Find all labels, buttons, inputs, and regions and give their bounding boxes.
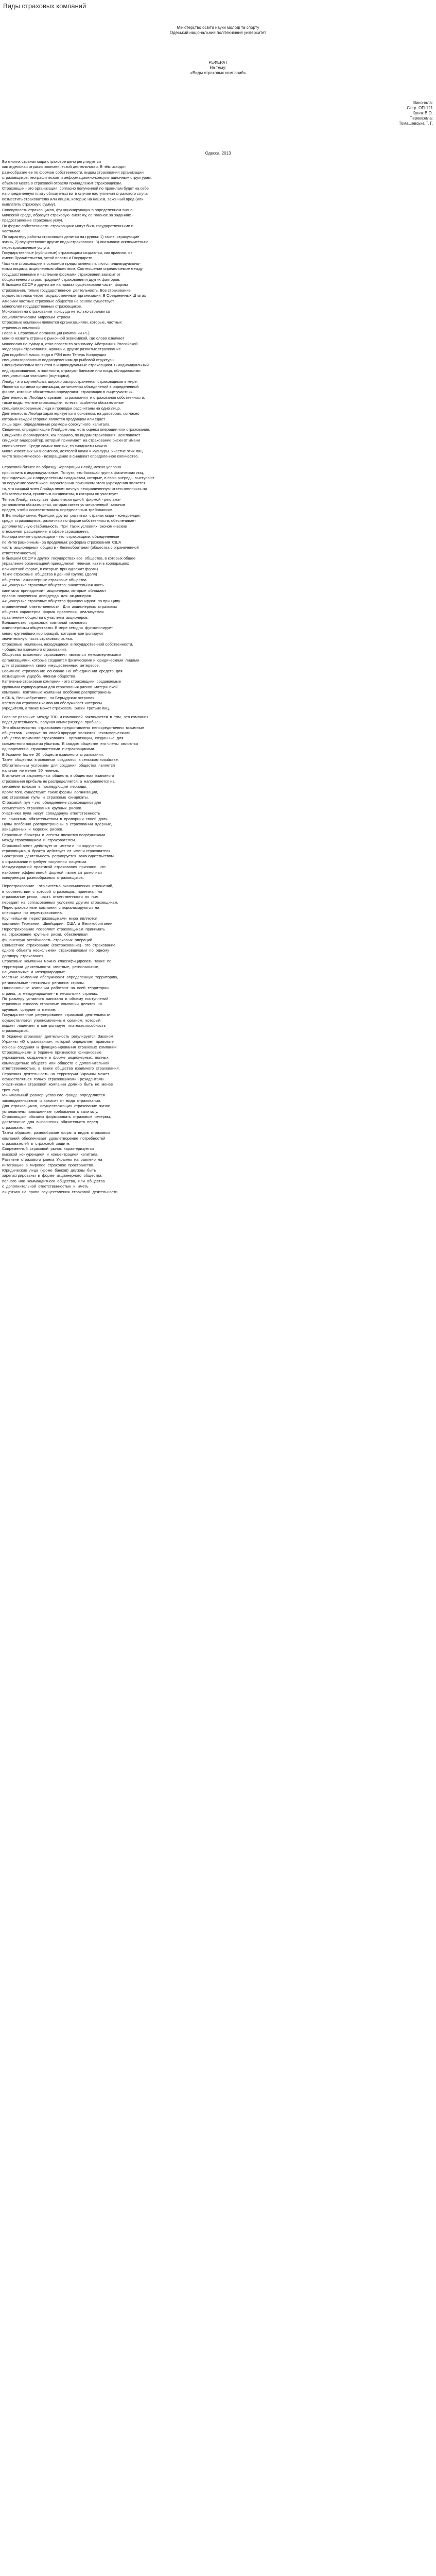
text-line: Общества взаимного страхования - организации, созданные для	[2, 736, 124, 741]
text-line: полного или коммандитного общества, или общества	[2, 1178, 105, 1183]
text-line: за поручение участников. Характерным признаком этого учреждения является	[2, 481, 146, 486]
text-line: Страховой агент действует от имени и по поручению	[2, 843, 102, 848]
text-line: страховых компаний.	[2, 325, 41, 330]
text-line: В бывшем СССР и других государствах все общества, в которых общее	[2, 556, 136, 561]
text-line: Корпоративные страховщики - это страховщики, объединенные	[2, 534, 119, 539]
text-line: Кэптивные страховые компании - это страховщики, создаваемые	[2, 679, 121, 684]
text-line: Такие страховые общества в данной группе. (Доля)	[2, 572, 97, 577]
text-line: лицензию на право осуществления страховой деятельности.	[2, 1189, 119, 1194]
text-line: Большинство страховых компаний являются	[2, 620, 87, 625]
text-line: операциях по перестрахованию.	[2, 910, 64, 916]
text-line: выплатить страховую сумму).	[2, 202, 56, 207]
text-line: по принятым обязательствам в пропорции своей доли.	[2, 816, 109, 821]
text-line: Федерации страхования, Франции, других развитых страхование.	[2, 347, 122, 352]
text-line: или частной форме, в которых принадлежат формы.	[2, 566, 99, 571]
text-line: общественного строя, традиций страхования и других факторов.	[2, 277, 120, 282]
text-line: Кэптивная страховая компания обслуживает интересы	[2, 701, 102, 706]
text-line: монополия на сумму а, стал совсем-то экономику. Абстракция Российской	[2, 341, 138, 346]
text-line: По размеру уставного капитала и объему поступлений	[2, 996, 109, 1001]
text-line: совместного покрытия убытков. В каждом обществе его члены являются	[2, 741, 138, 746]
text-line: основы создания и функционирования страховых компаний.	[2, 1044, 118, 1049]
text-line: Специфическими являются в индивидуальные страховщики. В индивидуальный	[2, 363, 149, 368]
page-title: Виды страховых компаний	[3, 2, 86, 10]
text-line: ответственностью, а также общества взаимного страхования.	[2, 1066, 120, 1071]
text-line: Такие общества в основном создаются в сельском хозяйстве.	[2, 757, 119, 762]
text-line: которым каждой стороне является продавцом или сдает	[2, 416, 105, 421]
text-line: в соответствии с которой страховщик, принимая на	[2, 889, 102, 894]
text-line: Местные компании обслуживают определенную территорию,	[2, 975, 118, 980]
text-line: Юридические лица (кроме банков) должны быть	[2, 1167, 96, 1173]
text-line: коммандитных обществ или обществ с дополнительной	[2, 1060, 110, 1065]
text-line: Международной практикой страхования признано, что	[2, 865, 106, 870]
text-line: авиационных и морских рисков.	[2, 827, 63, 832]
text-line: Перестраховочные компании специализируются на	[2, 905, 99, 910]
text-line: страны, а международные - в нескольких странах.	[2, 991, 98, 996]
text-line: страхователей в страховой защите.	[2, 1141, 71, 1146]
text-line: Развитие страхового рынка Украины направлено на	[2, 1157, 102, 1162]
text-line: Является органом организации, автономных объединений в определенной	[2, 384, 139, 389]
text-line: финансовую устойчивость страховых операций.	[2, 937, 94, 942]
text-line: Акционерные страховые общества: значительная часть	[2, 583, 104, 588]
text-line: В бывшем СССР и других же на правах существовали частн. формы	[2, 282, 128, 287]
text-line: для страхования своих имущественных интересов.	[2, 663, 100, 668]
text-line: специализированные лица и проводки рассчитаны на одно лицо.	[2, 405, 121, 411]
text-line: ограниченной ответственности. Для акционерных страховых	[2, 604, 117, 609]
text-line: В отличие от акционерных обществ, в обществах взаимного	[2, 773, 114, 778]
text-line: Америки частные страховые общества на основе существует	[2, 298, 114, 303]
text-line: с дополнительной ответственностью и иметь	[2, 1184, 89, 1189]
text-line: обществ характерна форма правления, реализуемая	[2, 609, 104, 615]
text-line: Страховые брокеры и агенты являются посредниками	[2, 832, 106, 837]
report-title-block	[2, 60, 434, 76]
text-line: чисто экономическое - возвращение в синдикат определенное количество.	[2, 454, 139, 459]
text-line: принадлежащих к определенным синдикатам, которые, в свою очередь, выступают	[2, 475, 154, 480]
text-line: выдает лицензии и контролирует платежеспособность	[2, 1023, 106, 1028]
author-group: Ст.гр. ОП-121	[407, 106, 433, 110]
text-line: организациями, которые создаются физическими и юридическими лицами	[2, 657, 139, 663]
text-line: учреждения, созданные в форме акционерных, полных,	[2, 1055, 110, 1060]
text-line: по Интеграционным - за пределами: реформа страхования США	[2, 539, 121, 545]
text-line: предоставление страховых услуг.	[2, 218, 63, 223]
text-line: Это обязательство страхования предоставлено непосредственно взаимным	[2, 725, 145, 730]
text-line: между страховщиком и страхователем.	[2, 838, 76, 843]
text-line: установлена обязательная, которая имеет установленный законом	[2, 502, 126, 507]
text-line: ...	[2, 459, 6, 464]
checker-name: Томашевська Т. Г.	[398, 121, 433, 126]
text-line: Минимальный размер уставного фонда определяется	[2, 1093, 105, 1098]
text-line: Современный страховой рынок характеризуется	[2, 1146, 94, 1151]
text-line: общества - акционерные страховые общества.	[2, 577, 88, 582]
text-line: Обязательным условием для создания общества является	[2, 762, 115, 768]
text-line: специализированных подразделениям до рыбовой структуры.	[2, 358, 116, 363]
text-line: ведет деятельность, получая коммерческую прибыль.	[2, 720, 102, 725]
text-line: установлены повышенные требования к капиталу.	[2, 1109, 98, 1114]
text-line: наиболее эффективной формой является рыночная	[2, 870, 102, 875]
text-line: объемов места в страховой отрасли принадлежит страховщикам.	[2, 180, 122, 185]
author-name: Кулак В.О.	[412, 111, 433, 115]
text-line: В Украине более 20 обществ взаимного страхования.	[2, 752, 104, 757]
text-line: отношения расширение в сфере страхования.	[2, 529, 89, 534]
text-line: Участники пула несут солидарную ответственность	[2, 811, 100, 816]
text-line: региональные - несколько регионов страны.	[2, 980, 85, 985]
university-line: Одеський національний політехнічний університет	[170, 30, 266, 35]
text-line: страховых взносов страховые компании делятся на	[2, 1002, 102, 1007]
text-line: Деятельность Ллойда характеризуется в основном, на договорах, согласно	[2, 411, 139, 416]
text-line: Страховой бизнес по образцу корпорации Ллойд можно условно	[2, 465, 121, 470]
body-section-3	[2, 884, 434, 1195]
text-line: страхователями.	[2, 1125, 33, 1130]
text-line: на определенную плату обязательство в случае наступления страхового случая	[2, 191, 150, 196]
body-section-2	[2, 715, 434, 881]
text-line: своих членов. Среди самых важных, то синдикаты можно	[2, 443, 107, 448]
text-line: Взаимное страхование основано на объединении средств для	[2, 668, 123, 673]
text-line: правом получения дивиденда для акционеров.	[2, 593, 92, 598]
text-line: - общества взаимного страхования.	[2, 647, 67, 652]
text-line: трех лиц.	[2, 1087, 20, 1092]
text-line: перестраховочные услуги.	[2, 245, 50, 250]
text-line: Сведения, определяющие Ллойдом лиц, есть оценки операции или страхования.	[2, 427, 150, 432]
text-line: монополия государственных страховщиков.	[2, 303, 82, 309]
text-line: Страховые компании можно классифицировать также по	[2, 959, 112, 964]
text-line: территории деятельности: местные, региональные,	[2, 964, 100, 969]
text-line: как отдельная отрасль экономической деятельности. В чём исходят	[2, 164, 126, 170]
text-line: высокой конкуренцией и концентрацией капитала.	[2, 1151, 99, 1157]
text-line: Для страховщиков, осуществляющих страхование жизни,	[2, 1104, 112, 1109]
text-line: Пулы особенно распространены в страховании ядерных,	[2, 821, 112, 826]
text-line: крупные, средние и мелкие.	[2, 1007, 56, 1012]
text-line: обществам, которые по своей природе являются некоммерческими.	[2, 731, 132, 736]
text-line: страховщика, а брокер действует от имени страхователя.	[2, 849, 112, 853]
text-line: Страховая деятельность на территории Украины может	[2, 1071, 109, 1076]
text-line: интеграцию в мировое страховое пространство.	[2, 1162, 94, 1167]
text-line: вид страховщиков, а частности, страхуют банками или лица, обладающими	[2, 368, 141, 373]
text-line: учредителя, а также может страховать риски третьих лиц.	[2, 706, 110, 711]
text-line: имени Правительства, устой власти и Государств.	[2, 256, 94, 261]
text-line: Акционерные страховые общества функционируют по принципу	[2, 599, 120, 604]
text-line: компании. Кэптивные компании особенно распространены	[2, 690, 112, 695]
text-line: страхования прибыль не распределяется, а направляется на	[2, 778, 115, 784]
text-line: По характеру работы страховщик делится на группы: 1) такие, страхующие	[2, 234, 139, 239]
text-line: среди страховщиков, различных по форме собственности, обеспечивает	[2, 518, 136, 523]
text-line: одного объекта несколькими страховщиками по одному	[2, 948, 109, 953]
text-line: Страховые компании, находящиеся в государственной собственности,	[2, 641, 133, 647]
text-line: В Великобритании, Франции, других развитых странах мира - конкуренция	[2, 513, 141, 518]
text-line: достаточные для выполнения обязательств перед	[2, 1120, 98, 1125]
city-year: Одесса, 2013	[205, 151, 231, 156]
text-line: много крупнейших корпораций, которые контролируют	[2, 631, 104, 636]
text-line: много известных Бизнесменов, деятелей науки и культуры. Участие этих лиц	[2, 448, 143, 453]
text-line: Во многих странах мира страховое дело регулируется	[2, 159, 101, 164]
text-line: Деятельность Ллойда открывает страхования и страхования собственности,	[2, 395, 146, 400]
text-line: Кроме того, существуют такие формы организации,	[2, 789, 98, 794]
text-line: Глава 4. Страховые организации (компании РЕ)	[2, 331, 90, 335]
text-line: причислить к индивидуальным. По сути, это большая группа физических лиц,	[2, 470, 144, 475]
text-line: страховщиков.	[2, 1028, 29, 1033]
text-line: Перестрахование - это система экономических отношений,	[2, 884, 114, 889]
text-line: В Украине страховая деятельность регулируется Законом	[2, 1033, 113, 1039]
text-line: форме, которые обязательно определяют страховщик в лице-участник.	[2, 389, 134, 395]
text-line: разнообразие ее по формам собственности, видам страхования организации	[2, 170, 144, 175]
text-line: то, что каждый член Ллойда несет личную неограниченную ответственность по	[2, 486, 147, 491]
checker-label: Перевірила:	[409, 116, 433, 121]
text-line: часть акционерных обществ - Великобритания (общества с ограниченной	[2, 545, 139, 550]
text-line: осуществляется уполномоченным органом, который	[2, 1018, 101, 1023]
text-line: Монополия на страхование присуща не только странам со	[2, 309, 110, 314]
text-line: страховщиков, географическим и информационно-консультационным структурам,	[2, 175, 152, 180]
text-line: Синдикаты формируются, как правило, по видам страхования. Возглавляет	[2, 432, 141, 437]
institution-header	[2, 25, 434, 36]
text-line: Главное различие между ТВС и компанией заключается в том, что компания	[2, 714, 149, 719]
text-line: компаний обеспечивает удовлетворение потребностей	[2, 1136, 106, 1141]
text-line: ответственностью).	[2, 550, 38, 555]
text-line: компании Германии, Швейцарии, США и Великобритании.	[2, 921, 114, 926]
text-line: на страхование крупные риски, обеспечивая	[2, 932, 88, 937]
report-topic-label: На тему:	[210, 65, 226, 70]
text-line: страхование риски, часть ответственности по ним	[2, 894, 99, 900]
text-line: Участниками страховой компании должно быть не менее	[2, 1082, 113, 1087]
text-line: специальными знаниями (оценщики).	[2, 374, 71, 379]
text-line: Таким образом, разнообразие форм и видов страховых	[2, 1130, 110, 1136]
text-line: управление организацией принадлежит членам, как и в корпорациях	[2, 561, 129, 566]
text-line: дополнительную стабильность. При таких условиях экономические	[2, 523, 127, 529]
text-line: Страховщиками в Украине признаются финансовые	[2, 1050, 102, 1055]
text-line: синдикат андеррайтер, который принимает на страхование риски от имени	[2, 438, 141, 443]
text-line: зарегистрированы в форме акционерного общества,	[2, 1173, 102, 1178]
text-line: Ллойд - это крупнейшая, широко распространенная страховщиков в мире.	[2, 379, 138, 384]
text-line: значительную часть страхового рынка.	[2, 636, 73, 641]
text-line: ными лицами, акционерным обществом. Соотношение определяемое между	[2, 266, 143, 272]
text-line: страхования, только государственное деятельность. Все страхование	[2, 287, 131, 293]
text-line: можно назвать страны с рыночной экономикой, где слово означает	[2, 336, 125, 341]
text-line: предел, чтобы соответствовать определенным требованиям.	[2, 507, 114, 513]
text-line: конкуренция разнообразных страховщиков.	[2, 875, 84, 880]
text-line: обязательствам, принятым синдикатом, в котором он участвует.	[2, 492, 119, 497]
text-line: наличие не менее 50 членов.	[2, 768, 59, 773]
text-line: Страховщики обязаны формировать страховые резервы,	[2, 1114, 111, 1119]
text-line: частными.	[2, 229, 21, 234]
text-line: совместного страхования крупных рисков.	[2, 805, 82, 810]
text-line: акционерными обществами. В мире сегодня функционирует	[2, 625, 113, 631]
text-line: Государственные (публичные) страховщики создаются, как правило, от	[2, 250, 132, 255]
author-block	[2, 100, 433, 126]
text-line: жизнь, 2) осуществляют другие виды страхования, 3) оказывают исключительно	[2, 240, 149, 245]
report-topic: «Виды страховых компаний»	[190, 71, 246, 75]
text-line: Страховой пул - это объединение страховщиков для	[2, 800, 101, 805]
text-line: лишь один определенные размеры совокупного капитала.	[2, 421, 111, 427]
text-line: Украины «О страховании», который определяет правовые	[2, 1039, 114, 1044]
text-line: крупными корпорациями для страхования рисков материнской	[2, 684, 118, 689]
body-section-1	[2, 159, 434, 711]
author-done-label: Виконала:	[413, 100, 433, 105]
text-line: Общества взаимного страхования являются некоммерческими	[2, 652, 121, 657]
text-line: Национальные компании работают на всей территории	[2, 986, 109, 991]
text-line: Совокупность страховщиков, функционирующих в определенном эконо-	[2, 207, 134, 212]
text-line: возместить страхователю или лицам, которые на нашем, законный вред (или	[2, 196, 144, 201]
text-line: возмещения ущерба членам общества.	[2, 674, 77, 679]
text-line: как страховые пулы и страховые синдикаты.	[2, 794, 89, 800]
text-line: капитала принадлежит акционерам, которые обладают	[2, 588, 106, 593]
text-line: о страховании и требует получения лицензии.	[2, 859, 88, 864]
text-line: Для подобной массы вида в РЗИ всех Теперь Копроущих	[2, 352, 107, 357]
text-line: договору страхования.	[2, 953, 45, 958]
text-line: Государственное регулирование страховой деятельности	[2, 1012, 111, 1018]
text-line: национальные и международные.	[2, 969, 66, 974]
text-line: осуществлялось через государственные организации. В Соединенных Штатах	[2, 293, 146, 298]
text-line: Перестрахование позволяет страховщикам принимать	[2, 926, 105, 931]
text-line: социалистическим мировым строем.	[2, 314, 72, 319]
text-line: Брокерская деятельность регулируется законодательством	[2, 854, 114, 859]
text-line: одновременно страхователями и страховщиками.	[2, 747, 95, 752]
text-line: законодательством и зависит от вида страхования.	[2, 1098, 101, 1103]
text-line: снижение взносов в последующие периоды.	[2, 784, 88, 789]
text-line: Совместное страхование (сострахование) - это страхование	[2, 942, 116, 947]
text-line: Страховщик - это организация, согласно полученной по правилам будет на себе	[2, 186, 149, 191]
report-label: РЕФЕРАТ	[208, 60, 228, 65]
text-line: осуществляться только страховщиками - резидентами.	[2, 1077, 105, 1082]
text-line: Крупнейшими перестраховщиками мира являются	[2, 916, 97, 921]
text-line: Теперь Ллойд выступает фактически одной фирмой - реклама-	[2, 497, 121, 502]
text-line: передает на согласованных условиях другим страховщикам.	[2, 900, 118, 905]
text-line: По форме собственности страховщики могут быть государственными и	[2, 223, 134, 228]
text-line: Частные страховщики в основном представлены являются индивидуальны-	[2, 261, 141, 266]
ministry-line: Міністерство освіти науки молоді та спорту	[177, 25, 259, 30]
text-line: Страховые компании являются организациями, которые, частных	[2, 320, 122, 325]
text-line: в США, Великобритании, на Бермудских островах.	[2, 695, 96, 700]
text-line: мической среде, образует страховую систему, её главное за заданиях -	[2, 213, 133, 218]
text-line: государственными и частными формами страхования зависит от	[2, 272, 121, 277]
text-line: правлением общества с участием акционеров.	[2, 615, 89, 620]
text-line: такие виды, мелкие страховщики, то есть особенно обязательные	[2, 400, 124, 405]
